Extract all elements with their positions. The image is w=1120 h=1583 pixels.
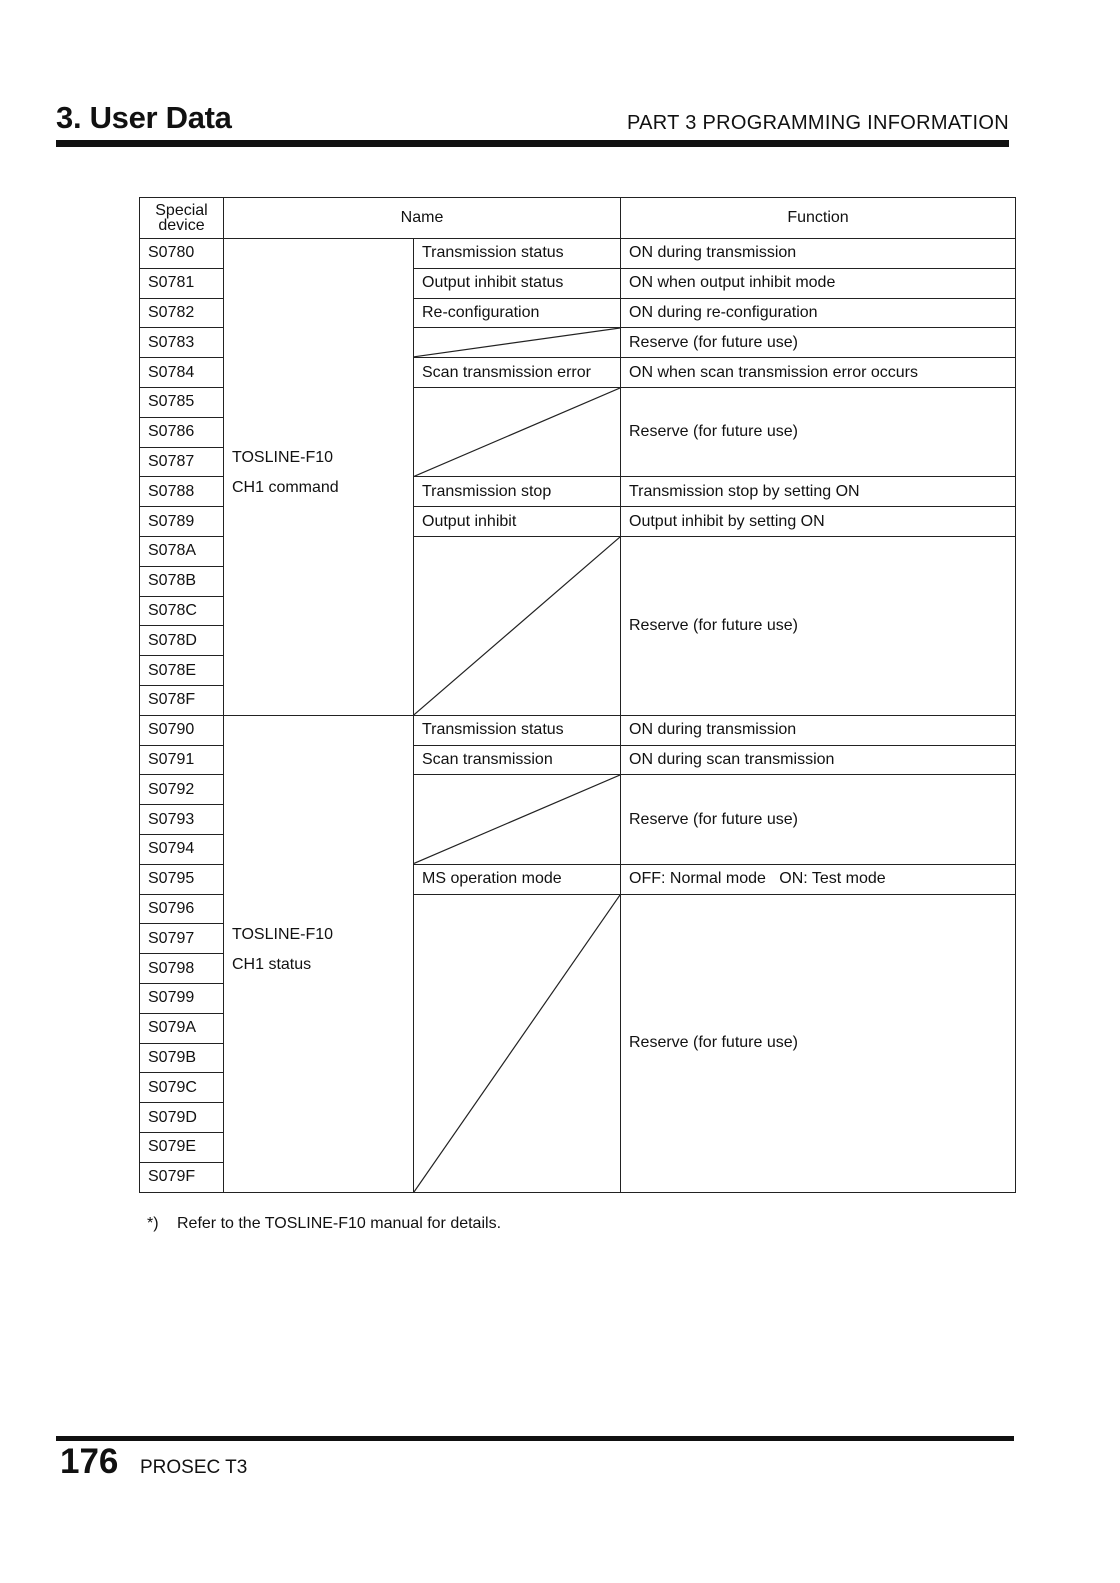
reserved-name-cell	[414, 328, 621, 358]
device-cell: S0787	[140, 447, 224, 477]
part-label: PART 3 PROGRAMMING INFORMATION	[627, 112, 1009, 134]
device-cell: S0788	[140, 477, 224, 507]
group-label-line1: TOSLINE-F10	[232, 925, 334, 943]
device-cell: S079B	[140, 1043, 224, 1073]
device-cell: S0798	[140, 954, 224, 984]
device-cell: S079A	[140, 1013, 224, 1043]
function-cell: ON during re-configuration	[621, 298, 1016, 328]
table-header-row	[140, 198, 1016, 239]
name-cell: Transmission stop	[414, 477, 621, 507]
header-device-line2: device	[158, 217, 205, 234]
reserved-name-cell	[414, 894, 621, 1192]
function-cell: Reserve (for future use)	[621, 387, 1016, 476]
device-cell: S078E	[140, 656, 224, 686]
special-device-table	[139, 197, 1016, 1193]
device-cell: S0791	[140, 745, 224, 775]
header-name: Name	[224, 198, 621, 239]
diagonal-line	[414, 328, 620, 357]
device-cell: S0782	[140, 298, 224, 328]
function-cell: ON during transmission	[621, 239, 1016, 269]
header-function: Function	[621, 198, 1016, 239]
device-cell: S078D	[140, 626, 224, 656]
device-cell: S0785	[140, 387, 224, 417]
device-cell: S078F	[140, 685, 224, 715]
function-cell: Reserve (for future use)	[621, 328, 1016, 358]
group-label-ch1-command	[224, 239, 414, 716]
function-cell: Reserve (for future use)	[621, 894, 1016, 1192]
section-title: 3. User Data	[56, 100, 232, 135]
diagonal-line	[414, 537, 620, 715]
device-cell: S0784	[140, 358, 224, 388]
device-cell: S0790	[140, 715, 224, 745]
device-cell: S0796	[140, 894, 224, 924]
device-cell: S079F	[140, 1162, 224, 1192]
device-cell: S0793	[140, 805, 224, 835]
device-cell: S0781	[140, 268, 224, 298]
device-cell: S0792	[140, 775, 224, 805]
name-cell: Scan transmission error	[414, 358, 621, 388]
footnote-mark: *)	[147, 1215, 159, 1232]
device-cell: S078A	[140, 536, 224, 566]
device-cell: S0789	[140, 507, 224, 537]
footnote	[147, 1215, 501, 1233]
function-cell: Reserve (for future use)	[621, 775, 1016, 864]
device-cell: S0786	[140, 417, 224, 447]
header-rule	[56, 140, 1009, 147]
group-label-line1: TOSLINE-F10	[232, 449, 334, 466]
device-cell: S079D	[140, 1103, 224, 1133]
function-cell: ON when output inhibit mode	[621, 268, 1016, 298]
name-cell: Re-configuration	[414, 298, 621, 328]
function-cell: Reserve (for future use)	[621, 536, 1016, 715]
table-row	[140, 239, 1016, 269]
diagonal-line	[414, 895, 620, 1192]
function-cell: Output inhibit by setting ON	[621, 507, 1016, 537]
name-cell: Output inhibit	[414, 507, 621, 537]
group-label-line2: CH1 command	[232, 479, 339, 496]
device-cell: S0783	[140, 328, 224, 358]
page-number: 176	[60, 1442, 119, 1481]
product-name: PROSEC T3	[140, 1457, 248, 1478]
footer-rule	[56, 1436, 1014, 1441]
device-cell: S0797	[140, 924, 224, 954]
name-cell: Transmission status	[414, 715, 621, 745]
header-device-line1: Special	[155, 202, 208, 219]
reserved-name-cell	[414, 387, 621, 476]
function-cell: ON when scan transmission error occurs	[621, 358, 1016, 388]
device-cell: S079C	[140, 1073, 224, 1103]
function-cell: Transmission stop by setting ON	[621, 477, 1016, 507]
table-row	[140, 715, 1016, 745]
group-label-line2: CH1 status	[232, 955, 312, 973]
name-cell: Output inhibit status	[414, 268, 621, 298]
function-cell: ON during scan transmission	[621, 745, 1016, 775]
header-special-device	[140, 198, 224, 239]
device-cell: S0799	[140, 983, 224, 1013]
name-cell: Scan transmission	[414, 745, 621, 775]
device-cell: S0795	[140, 864, 224, 894]
device-cell: S079E	[140, 1132, 224, 1162]
reserved-name-cell	[414, 775, 621, 864]
device-cell: S078C	[140, 596, 224, 626]
name-cell: Transmission status	[414, 239, 621, 269]
name-cell: MS operation mode	[414, 864, 621, 894]
group-label-ch1-status	[224, 715, 414, 1192]
function-cell: OFF: Normal mode ON: Test mode	[621, 864, 1016, 894]
device-cell: S078B	[140, 566, 224, 596]
diagonal-line	[414, 775, 620, 863]
device-cell: S0794	[140, 834, 224, 864]
function-cell: ON during transmission	[621, 715, 1016, 745]
device-cell: S0780	[140, 239, 224, 269]
reserved-name-cell	[414, 536, 621, 715]
footnote-text: Refer to the TOSLINE-F10 manual for details.	[177, 1215, 502, 1232]
diagonal-line	[414, 388, 620, 476]
